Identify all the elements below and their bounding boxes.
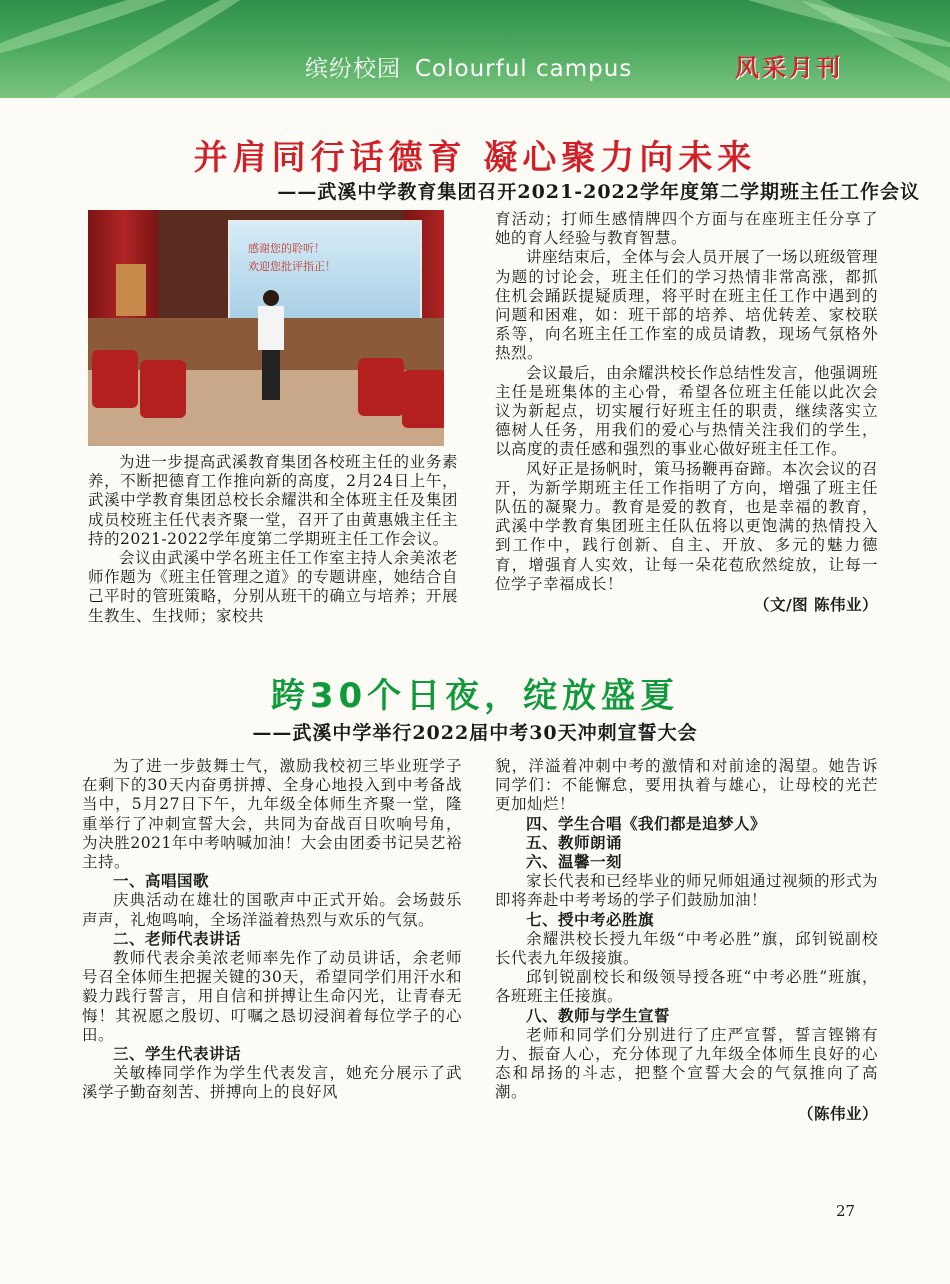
section-heading: 四、学生合唱《我们都是追梦人》 xyxy=(526,814,767,833)
article2-right-column xyxy=(495,757,878,1124)
section-heading: 二、老师代表讲话 xyxy=(113,929,242,948)
paragraph: 会议由武溪中学名班主任工作室主持人余美浓老师作题为《班主任管理之道》的专题讲座，她结合自己平时的管班策略，分别从班干的确立与培养；开展生教生、生找师；家校共 xyxy=(88,549,458,625)
article1-left-column xyxy=(88,453,458,626)
magazine-brand: 风采月刊 xyxy=(735,54,843,82)
photo-seat xyxy=(140,360,186,418)
section-title-cn: 缤纷校园 xyxy=(305,56,401,82)
paragraph: 育活动；打师生感情牌四个方面与在座班主任分享了她的育人经验与教育智慧。 xyxy=(495,210,878,248)
section-heading: 三、学生代表讲话 xyxy=(113,1045,242,1064)
photo-screen-line: 欢迎您批评指正！ xyxy=(248,260,336,273)
paragraph: 家长代表和已经毕业的师兄师姐通过视频的形式为即将奔赴中考考场的学子们鼓励加油！ xyxy=(495,872,879,910)
photo-podium xyxy=(116,264,146,316)
section-heading: 六、温馨一刻 xyxy=(526,853,623,872)
bamboo-leaf-decoration xyxy=(34,0,266,98)
byline: （文/图 陈伟业） xyxy=(753,596,878,615)
byline: （陈伟业） xyxy=(797,1104,878,1123)
article1-title: 并肩同行话德育 凝心聚力向未来 xyxy=(193,138,757,178)
photo-screen-text xyxy=(248,240,336,276)
section-heading: 七、授中考必胜旗 xyxy=(526,910,655,929)
article2-subtitle: ——武溪中学举行2022届中考30天冲刺宣誓大会 xyxy=(252,722,698,744)
section-heading: 五、教师朗诵 xyxy=(526,833,623,852)
section-heading: 八、教师与学生宣誓 xyxy=(526,1006,671,1025)
section-title xyxy=(305,50,632,83)
photo-seat xyxy=(402,370,444,428)
paragraph: 老师和同学们分别进行了庄严宣誓，誓言铿锵有力、振奋人心，充分体现了九年级全体师生良好的心态和昂扬的斗志，把整个宣誓大会的气氛推向了高潮。 xyxy=(495,1025,878,1102)
photo-seat xyxy=(358,358,404,416)
article2-left-column xyxy=(82,757,462,1103)
meeting-photo xyxy=(88,210,444,446)
section-heading: 一、高唱国歌 xyxy=(113,872,210,891)
paragraph: 为了进一步鼓舞士气，激励我校初三毕业班学子在剩下的30天内奋勇拼搏、全身心地投入到中考备战当中，5月27日下午，九年级全体师生齐聚一堂，隆重举行了冲刺宣誓大会，共同为奋战百日吹响号角，为决胜2021年中考呐喊加油！大会由团委书记吴艺裕主持。 xyxy=(82,757,462,872)
paragraph: 庆典活动在雄壮的国歌声中正式开始。会场鼓乐声声，礼炮鸣响，全场洋溢着热烈与欢乐的气氛。 xyxy=(82,891,462,929)
article1-subtitle: ——武溪中学教育集团召开2021-2022学年度第二学期班主任工作会议 xyxy=(277,181,920,203)
article2-title: 跨30个日夜，绽放盛夏 xyxy=(270,676,680,716)
paragraph: 貌，洋溢着冲刺中考的激情和对前途的渴望。她告诉同学们：不能懈怠，要用执着与雄心，让母校的光芒更加灿烂！ xyxy=(495,757,878,814)
paragraph: 会议最后，由余耀洪校长作总结性发言，他强调班主任是班集体的主心骨，希望各位班主任能以此次会议为新起点，切实履行好班主任的职责，继续落实立德树人任务，用我们的爱心与热情关注我们的学生，以高度的责任感和强烈的事业心做好班主任工作。 xyxy=(495,363,879,459)
photo-speaker xyxy=(258,290,284,400)
paragraph: 为进一步提高武溪教育集团各校班主任的业务素养，不断把德育工作推向新的高度，2月24日上午，武溪中学教育集团总校长余耀洪和全体班主任及集团成员校班主任代表齐聚一堂，召开了由黄惠娥主任主持的2021-2022学年度第二学期班主任工作会议。 xyxy=(88,453,458,548)
paragraph: 教师代表余美浓老师率先作了动员讲话，余老师号召全体师生把握关键的30天，希望同学们用汗水和毅力践行誓言，用自信和拼搏让生命闪光，让青春无悔！其祝愿之殷切、叮嘱之恳切浸润着每位学子的心田。 xyxy=(82,949,462,1044)
page-header-banner xyxy=(0,0,950,98)
paragraph: 关敏棒同学作为学生代表发言，她充分展示了武溪学子勤奋刻苦、拼搏向上的良好风 xyxy=(82,1064,462,1102)
photo-seat xyxy=(92,350,138,408)
section-title-en: Colourful campus xyxy=(415,56,633,82)
page-number: 27 xyxy=(836,1202,856,1220)
paragraph: 邱钊锐副校长和级领导授各班“中考必胜”班旗，各班班主任接旗。 xyxy=(495,968,878,1006)
paragraph: 风好正是扬帆时，策马扬鞭再奋蹄。本次会议的召开，为新学期班主任工作指明了方向，增强了班主任队伍的凝聚力。教育是爱的教育，也是幸福的教育，武溪中学教育集团班主任队伍将以更饱满的热情投入到工作中，践行创新、自主、开放、多元的魅力德育，增强育人实效，让每一朵花苞欣然绽放，让每一位学子幸福成长！ xyxy=(495,459,879,593)
paragraph: 余耀洪校长授九年级“中考必胜”旗，邱钊锐副校长代表九年级接旗。 xyxy=(495,929,878,968)
photo-screen-line: 感谢您的聆听！ xyxy=(248,242,325,255)
article1-right-column xyxy=(495,210,878,615)
paragraph: 讲座结束后，全体与会人员开展了一场以班级管理为题的讨论会，班主任们的学习热情非常高涨，都抓住机会踊跃提疑质理，将平时在班主任工作中遇到的问题和困难，如：班干部的培养、培优转差、家校联系等，向名班主任工作室的成员请教，现场气氛格外热烈。 xyxy=(495,248,879,363)
